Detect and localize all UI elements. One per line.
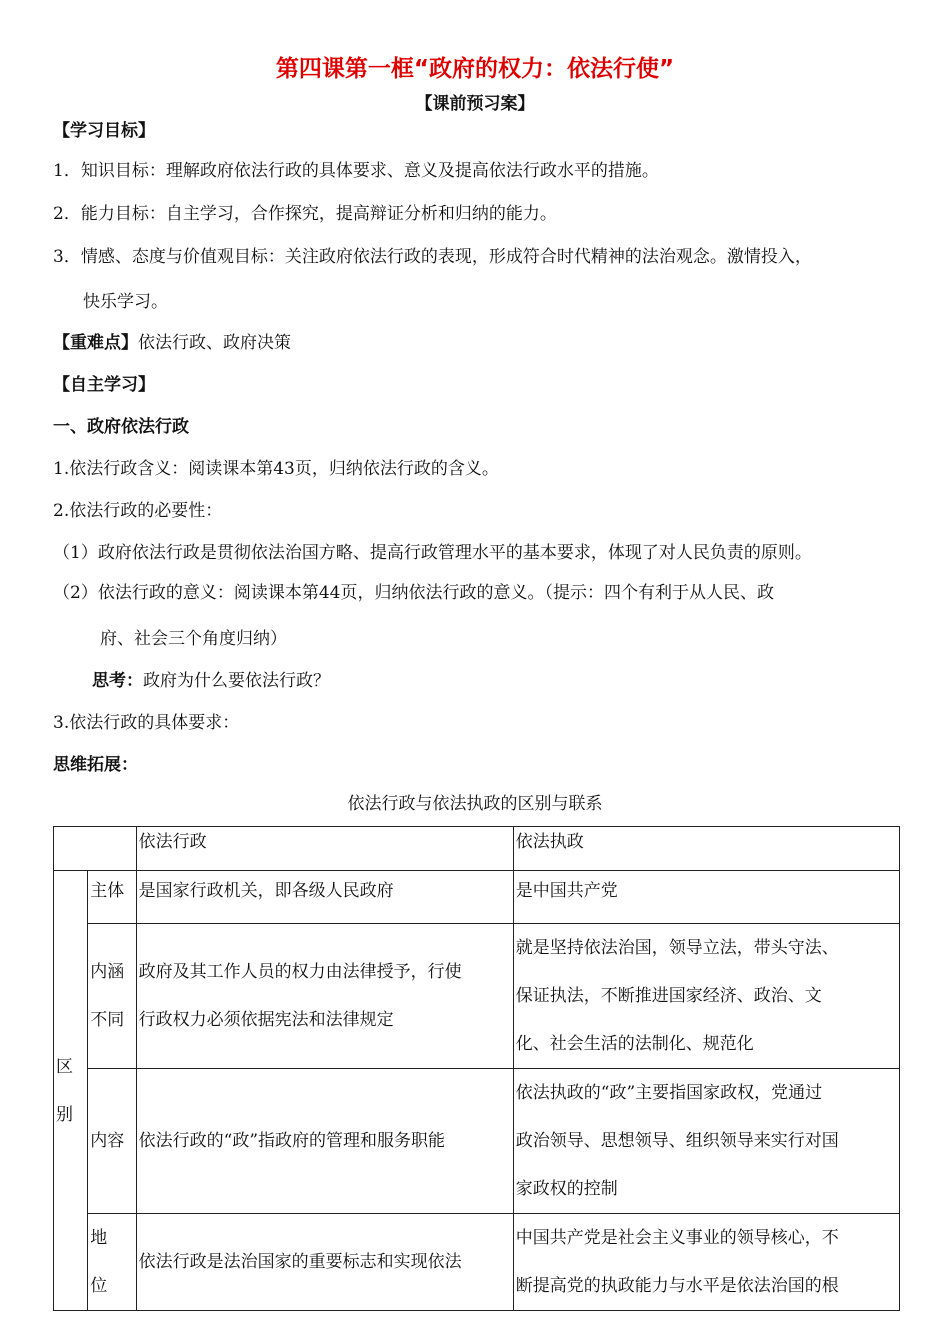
study-subitem: （1）政府依法行政是贯彻依法治国方略、提高行政管理水平的基本要求，体现了对人民负责的原则。 [53,543,812,563]
section-heading: 一、政府依法行政 [53,417,189,437]
group-label: 区 [56,1056,73,1077]
cell-b [513,1069,899,1214]
goal-item: 2．能力目标：自主学习，合作探究，提高辩证分析和归纳的能力。 [53,204,557,224]
cell-a: 依法行政是法治国家的重要标志和实现依法 [136,1214,513,1311]
cell-a [136,924,513,1069]
study-subitem-continuation: 府、社会三个角度归纳） [100,629,287,649]
table-row [54,871,900,924]
key-points-label: 【重难点】 [53,333,138,353]
row-label: 内容 [88,1069,136,1214]
goal-item: 3．情感、态度与价值观目标：关注政府依法行政的表现，形成符合时代精神的法治观念。激情投入， [53,247,812,267]
study-item: 1.依法行政含义：阅读课本第43页，归纳依法行政的含义。 [53,459,499,479]
cell-line: 政府及其工作人员的权力由法律授予，行使 [138,962,462,982]
page-subtitle: 【课前预习案】 [415,94,535,114]
table-row [54,924,900,1069]
row-label-line: 内涵 [90,962,125,982]
think-label: 思考： [92,671,143,691]
study-subitem: （2）依法行政的意义：阅读课本第44页，归纳依法行政的意义。（提示：四个有利于从人民、政 [53,583,774,603]
goal-item-continuation: 快乐学习。 [83,292,168,312]
group-label: 别 [56,1104,73,1125]
column-header-b: 依法执政 [513,827,899,871]
table-header-row [54,827,900,871]
table-row [54,1069,900,1214]
row-label-line: 不同 [90,1010,125,1030]
cell-line: 保证执法，不断推进国家经济、政治、文 [515,986,822,1006]
cell-b [513,1214,899,1311]
think-text: 政府为什么要依法行政？ [143,671,330,691]
cell-line: 断提高党的执政能力与水平是依法治国的根 [515,1276,839,1296]
comparison-table [53,826,900,1311]
key-points [53,328,291,353]
cell-a: 是国家行政机关，即各级人民政府 [136,871,513,924]
table-row [54,1214,900,1311]
study-item: 2.依法行政的必要性： [53,501,223,521]
cell-line: 中国共产党是社会主义事业的领导核心，不 [515,1228,839,1248]
cell-line: 就是坚持依法治国，领导立法，带头守法、 [515,938,839,958]
group-label-cell [54,871,88,1311]
self-study-heading: 【自主学习】 [53,375,155,395]
cell-line: 行政权力必须依据宪法和法律规定 [138,1010,394,1030]
cell-line: 化、社会生活的法制化、规范化 [515,1034,754,1054]
key-points-text: 依法行政、政府决策 [138,333,291,353]
page-title: 第四课第一框“政府的权力：依法行使” [275,56,675,82]
cell-line: 家政权的控制 [515,1179,618,1199]
goal-item: 1．知识目标：理解政府依法行政的具体要求、意义及提高依法行政水平的措施。 [53,161,659,181]
cell-b [513,924,899,1069]
table-caption: 依法行政与依法执政的区别与联系 [347,794,603,814]
goals-heading: 【学习目标】 [53,121,155,141]
extension-heading: 思维拓展： [53,755,138,775]
row-label: 主体 [88,871,136,924]
row-label [88,924,136,1069]
cell-line: 政治领导、思想领导、组织领导来实行对国 [515,1131,839,1151]
cell-a: 依法行政的“政”指政府的管理和服务职能 [136,1069,513,1214]
study-item: 3.依法行政的具体要求： [53,713,240,733]
table-corner-cell [54,827,137,871]
column-header-a: 依法行政 [136,827,513,871]
think-prompt [92,666,330,691]
cell-line: 依法执政的“政”主要指国家政权，党通过 [515,1083,823,1103]
cell-b: 是中国共产党 [513,871,899,924]
row-label: 地 位 [88,1214,136,1311]
